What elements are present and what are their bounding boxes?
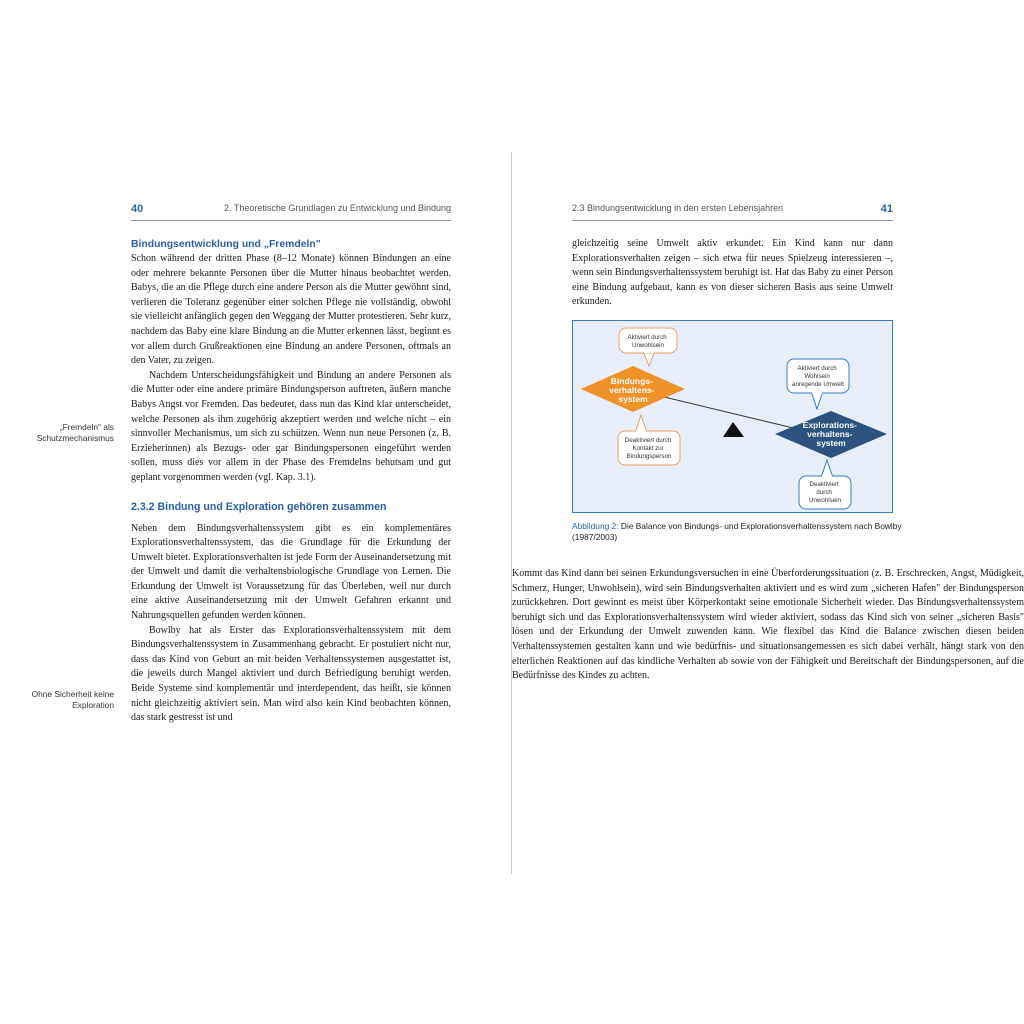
right-page <box>512 0 1024 1024</box>
bubble-tr-line: Wohlsein <box>804 373 830 380</box>
bubble-br-line: durch <box>816 489 832 496</box>
figure-caption <box>572 521 902 543</box>
bubble-br-line: Unwohlsein <box>809 497 841 504</box>
right-head-rule <box>572 220 893 221</box>
left-running-head <box>131 199 451 217</box>
left-page-number: 40 <box>131 203 144 215</box>
left-diamond-line: Bindungs- <box>610 376 653 386</box>
balance-diagram-svg <box>573 321 894 514</box>
bubble-tr-line: anregende Umwelt <box>792 381 844 388</box>
bubble-tl-line: Aktiviert durch <box>627 334 667 341</box>
bubble-deactivated-discomfort <box>799 460 851 509</box>
paragraph: Neben dem Bindungsverhaltenssystem gibt es ein komplementäres Explorationsverhaltenssystem, das die Grundlage für die Erkundung der Umwelt bietet. Explorationsverhalten ist jede Form der Auseinandersetzung mit der Umwelt und damit die verhaltensbiologische Grundlage von Lernen. Die Erkundung der Umwelt ist Voraussetzung für das Überleben, weil nur durch eine aktive Auseinandersetzung mit der Umwelt Gefahren erkannt und Nahrungsquellen gefunden werden können. <box>131 522 451 622</box>
caption-label: Abbildung 2: <box>572 521 619 531</box>
bubble-bl-line: Deaktiviert durch <box>624 437 672 444</box>
subheading-fremdeln: Bindungsentwicklung und „Fremdeln" <box>131 239 321 250</box>
bubble-deactivated-contact <box>618 415 680 465</box>
paragraph: Nachdem Unterscheidungsfähigkeit und Bindung an andere Personen als die Mutter oder eine andere primäre Bindungsperson auftreten, äußern manche Babys Angst vor Fremden. Das bedeutet, dass nun das Kind klar unterscheidet, welche Personen als ihm zugehörig akzeptiert werden und welche nicht – ein sinnvoller Mechanismus, um sich zu schützen. Wenn nun neue Personen (z. B. Erzieherinnen) als Bezugs- oder gar Bindungspersonen eingeführt werden sollen, muss dies vor allem in der Phase des Fremdelns behutsam und gut geplant vorgenommen werden (vgl. Kap. 3.1). <box>131 369 451 483</box>
bubble-activated-wellbeing <box>787 359 849 409</box>
right-diamond-line: verhaltens- <box>807 429 853 439</box>
paragraph: Kommt das Kind dann bei seinen Erkundungsversuchen in eine Überforderungssituation (z. B. Erschrecken, Angst, Müdigkeit, Schmerz, Hunger, Unwohlsein), wird sein Bindungsverhalten aktiviert und es wird zum „sicheren Hafen" der Bindungsperson zurückkehren. Dort gewinnt es meist über Körperkontakt seine emotionale Sicherheit wieder. Das Bindungsverhaltenssystem beruhigt sich und das Explorationsverhaltenssystem wird wieder aktiviert, sodass das Kind sich von seiner „sicheren Basis" lösen und der Erkundung der Umwelt zuwenden kann. Wie flexibel das Kind die Balance zwischen diesen beiden Verhaltenssystemen gestalten kann und wie bedürfnis- und situationsangemessen es sich dabei verhält, hängt stark von den elterlichen Reaktionen auf das kindliche Verhalten ab sowie von der Fähigkeit und Bereitschaft der Bindungspersonen, auf die Bedürfnisse des Kindes zu achten. <box>512 568 1024 682</box>
left-diamond-line: verhaltens- <box>609 385 655 395</box>
bubble-tl-line: Unwohlsein <box>632 342 664 349</box>
caption-text: Die Balance von Bindungs- und Explorationsverhaltenssystem nach Bowlby (1987/2003) <box>572 521 902 542</box>
paragraph: Bowlby hat als Erster das Explorationsverhaltenssystem mit dem Bindungsverhaltenssystem in Zusammenhang gebracht. Er postuliert nicht nur, dass das Kind von Geburt an mit beiden Verhaltenssystemen ausgestattet ist, die jeweils durch Mangel aktiviert und durch Befriedigung beruhigt werden. Beide Systeme sind komplementär und interdependent, das heißt, sie können nicht gleichzeitig aktiviert sein. Man wird also kein Kind beobachten können, das stark gestresst ist und <box>131 624 451 724</box>
left-running-head-title: 2. Theoretische Grundlagen zu Entwicklung und Bindung <box>224 203 451 213</box>
fulcrum-triangle <box>723 422 744 437</box>
left-head-rule <box>131 220 451 221</box>
right-text-column-top <box>572 237 893 310</box>
bubble-tr-line: Aktiviert durch <box>797 365 837 372</box>
section-heading: 2.3.2 Bindung und Exploration gehören zusammen <box>131 500 387 513</box>
right-diamond-line: system <box>816 438 846 448</box>
bubble-activated-discomfort <box>619 328 677 366</box>
right-running-head-title: 2.3 Bindungsentwicklung in den ersten Lebensjahren <box>572 203 784 213</box>
left-text-column <box>131 237 451 726</box>
margin-note-sicherheit: Ohne Sicherheit keine Exploration <box>31 689 114 710</box>
right-text-column-bottom <box>512 567 1024 684</box>
bubble-br-line: Deaktiviert <box>809 481 839 488</box>
margin-note-fremdeln: „Fremdeln" als Schutzmechanismus <box>36 422 114 443</box>
left-diamond-line: system <box>618 394 648 404</box>
bubble-bl-line: Bindungsperson <box>626 453 672 460</box>
right-page-number: 41 <box>880 203 893 215</box>
paragraph: Schon während der dritten Phase (8–12 Monate) können Bindungen an eine oder mehrere bekannte Personen über die Mutter hinaus beobachtet werden. Babys, die an die Pflege durch eine andere Person als die Mutter gewöhnt sind, verlieren die Toleranz gegenüber einer solchen Pflege nie vollständig, obwohl sie vielleicht anfänglich gegen den Weggang der Mutter protestieren. Sehr kurz, nachdem das Baby eine klare Bindung an die Mutter erkennen lässt, beginnt es vor allem durch Grußreaktionen eine Bindung an andere Personen, oftmals an den Vater, zu zeigen. <box>131 253 451 367</box>
right-running-head <box>572 199 893 217</box>
right-diamond-line: Explorations- <box>802 420 857 430</box>
paragraph: gleichzeitig seine Umwelt aktiv erkundet. Ein Kind kann nur dann Explorationsverhalten zeigen – sich etwa für neues Spielzeug interessieren –, wenn sein Bindungsverhaltenssystem beruhigt ist. Hat das Baby zu einer Person eine Bindung aufgebaut, kann es von dieser sicheren Basis aus seine Umwelt erkunden. <box>572 238 893 308</box>
bubble-bl-line: Kontakt zur <box>632 445 664 452</box>
svg-text:Aktiviert durch Unwo <box>628 334 669 349</box>
balance-diagram <box>572 320 893 513</box>
